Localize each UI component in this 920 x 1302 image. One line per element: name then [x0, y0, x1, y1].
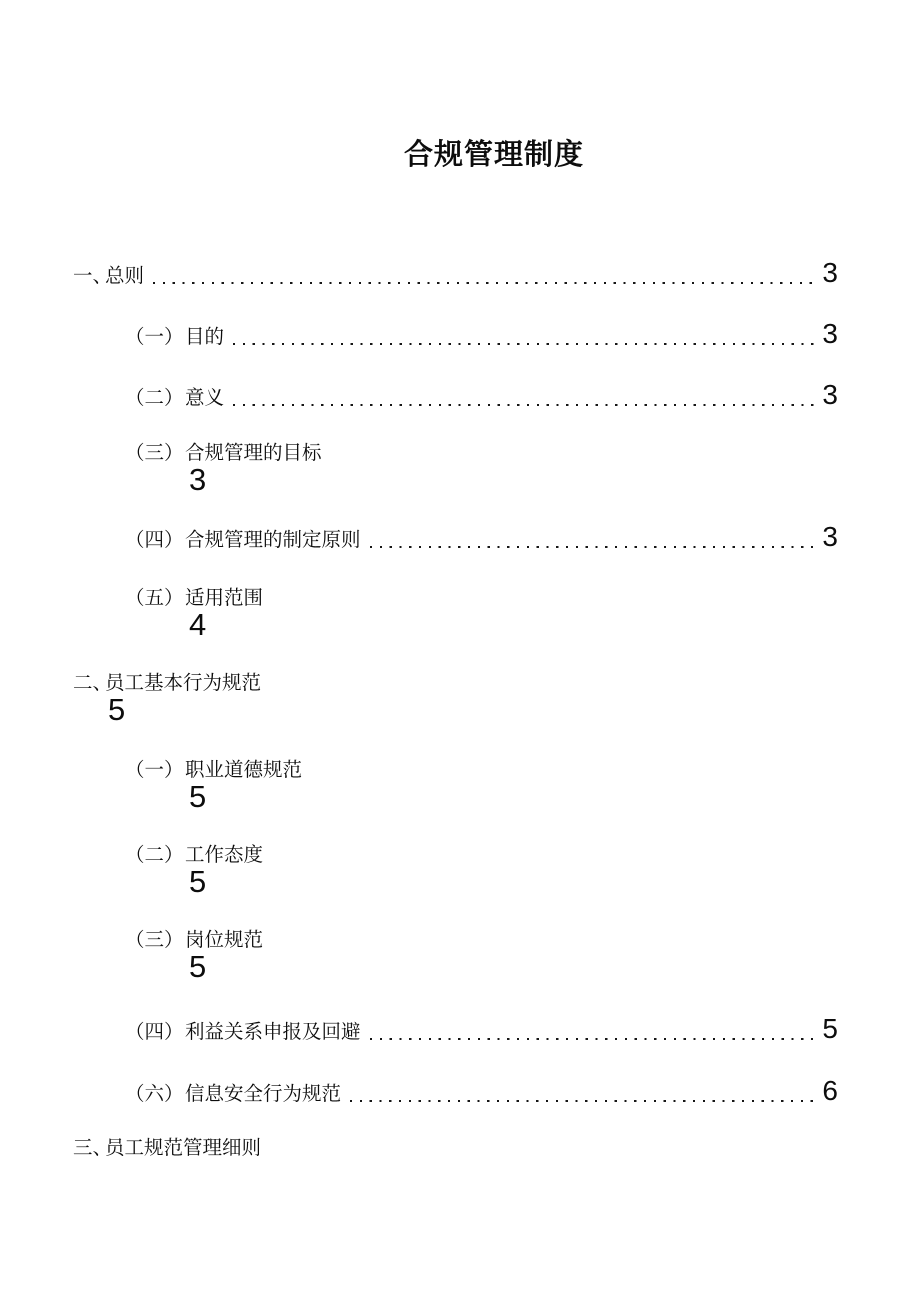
page-number: 5	[822, 1013, 838, 1044]
page-number: 3	[822, 257, 838, 288]
dot-leader	[370, 546, 819, 548]
dot-leader	[370, 1038, 819, 1040]
toc-entry-title: 目的	[185, 327, 225, 348]
page-number: 3	[822, 521, 838, 552]
toc-entry-liyi-guanxi[interactable]	[125, 1013, 838, 1045]
page-number: 5	[189, 779, 207, 814]
page-number: 5	[108, 692, 126, 727]
page-number: 3	[822, 318, 838, 349]
document-title-text: 合规管理制度	[403, 139, 584, 171]
page-number: 3	[822, 379, 838, 410]
toc-entry-title: 合规管理的制定原则	[185, 530, 361, 551]
toc-entry-guifan-guanli-xize[interactable]	[73, 1136, 838, 1161]
toc-entry-yiyi[interactable]	[125, 379, 838, 411]
dot-leader	[350, 1100, 818, 1102]
page-number: 4	[189, 607, 207, 642]
toc-entry-title: 岗位规范	[185, 930, 264, 951]
toc-entry-title: 适用范围	[185, 588, 264, 609]
toc-entry-title: 职业道德规范	[185, 760, 303, 781]
toc-entry-mudi[interactable]	[125, 318, 838, 350]
toc-entry-title: 总则	[105, 266, 145, 287]
toc-entry-number: （五）	[125, 588, 184, 609]
page-number: 5	[189, 864, 207, 899]
toc-entry-xinxi-anquan[interactable]	[125, 1075, 838, 1107]
toc-entry-number: （三）	[125, 930, 184, 951]
toc-entry-title: 员工基本行为规范	[105, 673, 262, 694]
toc-entry-number: 一、	[73, 266, 113, 287]
toc-entry-number: （二）	[125, 388, 184, 409]
toc-entry-gongzuo-taidu[interactable]	[125, 843, 838, 898]
toc-entry-title: 信息安全行为规范	[185, 1084, 342, 1105]
page-number: 3	[189, 462, 207, 497]
toc-entry-number: 二、	[73, 673, 113, 694]
toc-entry-number: （四）	[125, 1022, 184, 1043]
dot-leader	[233, 343, 818, 345]
toc-entry-shiyong-fanwei[interactable]	[125, 586, 838, 641]
page-number: 6	[822, 1075, 838, 1106]
toc-entry-title: 员工规范管理细则	[105, 1138, 262, 1159]
toc-entry-zongze[interactable]	[73, 257, 838, 289]
toc-entry-title: 合规管理的目标	[185, 443, 322, 464]
toc-entry-hegui-mubiao[interactable]	[125, 441, 838, 496]
page-number: 5	[189, 949, 207, 984]
toc-entry-number: 三、	[73, 1138, 113, 1159]
toc-entry-zhiye-daode[interactable]	[125, 758, 838, 813]
toc-entry-number: （六）	[125, 1084, 184, 1105]
toc-entry-gangwei-guifan[interactable]	[125, 928, 838, 983]
toc-entry-number: （一）	[125, 760, 184, 781]
toc-entry-title: 意义	[185, 388, 225, 409]
dot-leader	[153, 282, 818, 284]
toc-entry-number: （四）	[125, 530, 184, 551]
toc-entry-title: 利益关系申报及回避	[185, 1022, 361, 1043]
toc-entry-zhiding-yuanze[interactable]	[125, 521, 838, 553]
dot-leader	[233, 404, 818, 406]
toc-entry-number: （二）	[125, 845, 184, 866]
toc-entry-jiben-xingwei[interactable]	[73, 671, 838, 726]
toc-entry-title: 工作态度	[185, 845, 264, 866]
toc-entry-number: （一）	[125, 327, 184, 348]
toc-entry-number: （三）	[125, 443, 184, 464]
document-title	[0, 138, 920, 172]
